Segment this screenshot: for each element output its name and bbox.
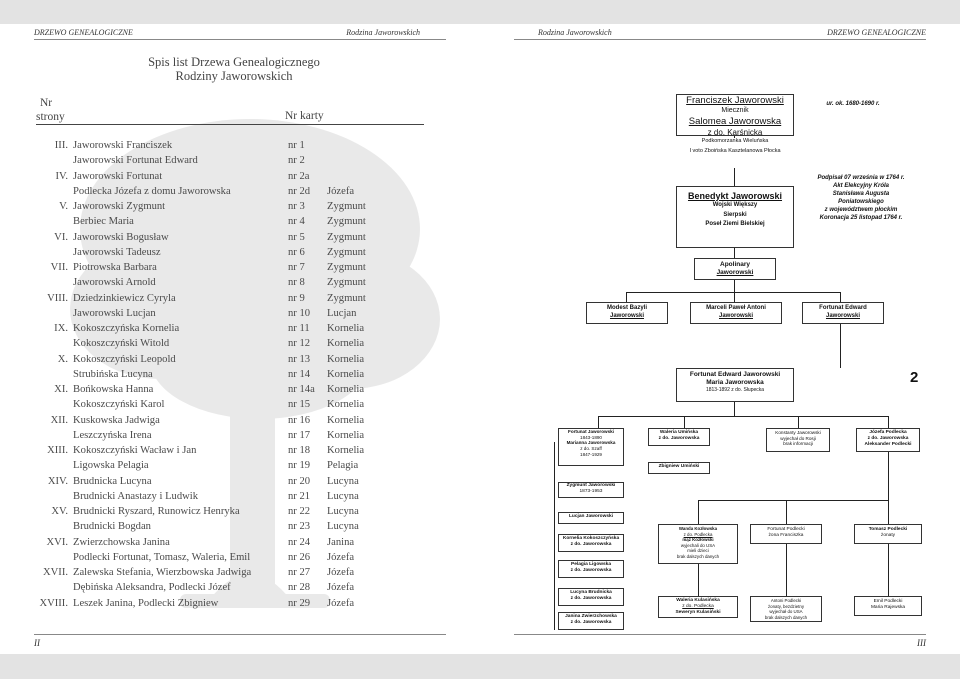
person-name: Zygmunt Jaworowski [566,483,616,488]
person-spouse: Maria Jaworowska [706,379,764,387]
row-card: nr 29 [288,597,311,609]
row-name: Jaworowski Lucjan [73,307,156,319]
person-spouse: Maria Rajewska [870,604,906,610]
person-name: Waleria Umińska [659,430,699,435]
person-franciszek [676,94,794,136]
person-maiden: z do. Jaworowska [570,595,612,601]
row-name: Brudnicki Anastazy i Ludwik [73,490,199,502]
person-waleria-kulasinska [658,596,738,618]
person-name: Waleria Kulasińska [676,598,720,603]
person-marceli [690,302,782,324]
list-item [0,231,480,245]
person-maiden: z do. Jaworowska [570,541,612,547]
person-line: mieli dzieci [687,548,709,553]
person-name: Pelagia Ligowska [571,562,611,567]
row-number: XI. [54,384,68,395]
col-header-strony: strony [36,111,65,123]
list-item [0,307,480,321]
col-header-nr: Nr [40,97,53,109]
connector [734,280,735,292]
row-card: nr 6 [288,246,305,258]
row-kind: Kornelia [327,323,365,334]
running-header-right-outer: DRZEWO GENEALOGICZNE [827,28,926,37]
row-kind: Zygmunt [327,201,366,212]
person-dates: 1847-1929 [580,451,602,457]
list-title-line1: Spis list Drzewa Genealogicznego [148,55,320,69]
person-line: żonaty, bezdzietny [767,603,805,609]
person-fortunat-jaworowski [558,428,624,466]
person-name: Antoni Podlecki [770,598,802,603]
person-konstanty [766,428,830,452]
list-item [0,551,480,565]
connector [698,500,888,501]
row-card: nr 24 [288,536,311,548]
person-line: wyjechali do USA [680,542,716,548]
row-kind: Kornelia [327,353,365,365]
row-card: nr 3 [288,201,305,212]
person-maiden: z do. Szaff [580,446,602,452]
person-spouse: żona Franciszka [768,532,804,538]
row-name: Jaworowski Tadeusz [73,246,161,258]
person-spouse: Aleksander Podlecki [864,441,912,447]
person-fortunat-edward-2 [676,368,794,402]
row-name: Kuskowska Jadwiga [73,414,160,426]
person-benedykt [676,186,794,248]
person-maiden: z do. Podlecka [683,531,713,537]
row-kind: Józefa [327,551,355,563]
running-header-left-outer: DRZEWO GENEALOGICZNE [34,28,133,37]
person-janina [558,612,624,630]
footer-rule [34,634,446,635]
person-lucjan [558,512,624,524]
person-pelagia [558,560,624,578]
connector [626,292,840,293]
list-item [0,185,480,199]
person-name: Fortunat Jaworowski [568,429,614,434]
person-wanda [658,524,738,564]
row-kind: Lucyna [327,490,359,502]
person-line: brak informacji [783,441,813,447]
person-fortunat-podlecki [750,524,822,544]
row-name: Zalewska Stefania, Wierzbowska Jadwiga [73,567,252,578]
row-kind: Kornelia [327,414,365,426]
person-name: Jaworowski [609,312,644,319]
row-card: nr 13 [288,353,311,365]
row-name: Berbiec Maria [73,216,134,228]
person-spouse: Salomea Jaworowska [688,115,782,127]
list-item [0,505,480,519]
list-item [0,581,480,595]
connector [840,292,841,302]
person-name: Franciszek Jaworowski [686,95,784,106]
row-number: XV. [51,506,68,517]
connector [734,402,735,416]
list-item [0,414,480,428]
list-item [0,597,480,611]
person-spouse: Seweryn Kulasiński [675,609,721,615]
person-line: wyjechał do Rosji [780,435,816,441]
page-number-left: II [34,638,40,648]
row-card: nr 27 [288,567,311,578]
row-kind: Józefa [327,597,355,609]
person-name: Lucyna Brudnicka [570,590,612,595]
row-card: nr 5 [288,231,305,243]
person-name: Emil Podlecki [873,599,903,604]
note-line: Akt Elekcyjny Króla [832,183,890,189]
running-header-left-inner: Rodzina Jaworowskich [346,28,420,37]
row-card: nr 12 [288,338,311,350]
row-name: Brudnicka Lucyna [73,475,152,487]
row-name: Ligowska Pelagia [73,460,149,472]
row-kind: Józefa [327,582,355,594]
row-name: Kokoszczyńska Kornelia [73,323,180,334]
row-card: nr 9 [288,292,305,304]
row-card: nr 21 [288,490,311,502]
list-title-line2: Rodziny Jaworowskich [175,69,293,83]
row-card: nr 23 [288,521,311,533]
list-item [0,475,480,489]
list-item [0,322,480,336]
list-item [0,154,480,168]
connector [598,416,599,428]
person-line: Sierpski [723,211,747,218]
person-maiden: z do. Jaworowska [658,435,700,441]
person-maiden: z do. Jaworowska [867,435,909,441]
row-name: Jaworowski Zygmunt [73,201,166,212]
row-name: Leszek Janina, Podlecki Zbigniew [73,597,219,609]
row-card: nr 10 [288,307,311,319]
running-header-right-inner: Rodzina Jaworowskich [538,28,612,37]
row-card: nr 18 [288,445,311,456]
footer-rule-right [514,634,926,635]
note-line: Poniatowskiego [838,199,884,205]
person-maiden: z do. Karśnicka [707,127,763,137]
row-name: Kokoszczyński Wacław i Jan [73,445,197,456]
header-rule [34,39,446,40]
person-name: Zbigniew Umiński [658,464,700,469]
row-name: Leszczyńska Irena [73,429,152,441]
person-name: Jaworowski [718,312,753,319]
person-name: Apolinary [720,261,750,268]
row-name: Jaworowski Bogusław [73,231,169,243]
person-maiden: z do. Jaworowska [570,567,612,573]
row-name: Brudnicki Ryszard, Runowicz Henryka [73,506,240,517]
person-name: Konstanty Jaworowski [775,430,821,435]
right-page [480,24,960,654]
row-number: XIV. [47,475,68,487]
row-name: Podlecka Józefa z domu Jaworowska [73,185,231,197]
note-line: I voto Zboińska Kasztelanowa Płocka [689,147,781,154]
list-item [0,200,480,214]
person-name: Modest Bazyli [606,305,647,311]
person-lucyna [558,588,624,606]
row-kind: Lucyna [327,475,359,487]
person-apolinary [694,258,776,280]
person-dates: 1843-1890 [580,434,602,440]
connector [888,416,889,428]
connector [626,292,627,302]
row-kind: Kornelia [327,368,365,380]
row-name: Podlecki Fortunat, Tomasz, Waleria, Emil [73,551,251,563]
row-kind: Kornelia [327,384,365,395]
row-name: Kokoszczyński Karol [73,399,165,411]
row-card: nr 14a [288,384,315,395]
person-name: Wanda Kozłowska [678,526,718,531]
person-waleria-uminska [648,428,710,446]
person-tomasz [854,524,922,544]
podpisal-note [802,174,920,222]
row-name: Dziedzinkiewicz Cyryla [73,292,176,304]
row-card: nr 16 [288,414,311,426]
row-card: nr 28 [288,582,311,594]
row-name: Kokoszczyński Witold [73,338,170,350]
dates-note: ur. ok. 1680-1690 r. [826,101,880,107]
row-number: XII. [50,414,68,426]
row-name: Jaworowski Fortunat [73,170,163,182]
row-kind: Kornelia [327,338,365,350]
row-card: nr 15 [288,399,311,411]
row-name: Strubińska Lucyna [73,368,153,380]
row-card: nr 20 [288,475,311,487]
person-spouse: mąż Kozłowski [682,537,714,542]
row-card: nr 14 [288,368,311,380]
left-page [0,24,480,654]
row-kind: Kornelia [327,429,365,441]
row-kind: Józefa [327,185,355,197]
row-kind: Zygmunt [327,277,366,289]
list-item [0,490,480,504]
row-number: XIII. [47,445,68,456]
row-kind: Zygmunt [327,216,366,228]
list-item [0,353,480,367]
connector [840,324,841,368]
person-line: żonaty [880,532,896,538]
person-name: Fortunat Edward Jaworowski [689,371,781,378]
person-name: Janina Zwierzchowska [565,614,617,619]
row-kind: Kornelia [327,399,365,411]
row-name: Kokoszczyński Leopold [73,353,176,365]
header-rule-right [514,39,926,40]
row-card: nr 22 [288,506,311,517]
person-name: Józefa Podlecka [869,430,907,435]
person-emil [854,596,922,616]
person-fortunat-edward-1 [802,302,884,324]
row-kind: Zygmunt [327,246,366,258]
row-name: Bońkowska Hanna [73,384,154,395]
person-name: Marceli Paweł Antoni [706,305,766,311]
list-item [0,398,480,412]
connector [888,452,889,500]
person-modest [586,302,668,324]
row-name: Dębińska Aleksandra, Podlecki Józef [73,582,231,594]
row-number: X. [57,353,68,365]
list-item [0,566,480,580]
list-item [0,276,480,290]
person-name: Lucjan Jaworowski [569,514,613,519]
person-name: Jaworowski [716,269,754,277]
person-dates: 1813-1892 z do. Słupecka [705,387,765,394]
row-card: nr 17 [288,429,311,441]
person-dates: 1873-1953 [579,488,603,494]
list-item [0,337,480,351]
row-kind: Lucyna [327,506,359,517]
person-title: Miecznik [721,106,749,114]
connector [598,416,888,417]
row-number: VII. [50,262,68,273]
row-card: nr 2d [288,185,311,197]
salomea-note [668,138,802,168]
person-maiden: z do. Jaworowska [570,619,612,625]
person-name: Jaworowski [825,312,860,319]
person-name: Benedykt Jaworowski [687,191,783,201]
row-card: nr 7 [288,262,305,273]
row-name: Jaworowski Fortunat Edward [73,155,198,167]
person-jozefa-podlecka [856,428,920,452]
row-kind: Pelagia [327,460,359,472]
list-item [0,170,480,184]
list-item [0,429,480,443]
row-kind: Zygmunt [327,262,366,273]
list-item [0,215,480,229]
person-name: Kornelia Kokoszczyńska [562,536,620,541]
person-antoni [750,596,822,622]
note-line: Podkomorzanka Wieluńska [701,138,769,144]
note-line: Koronacja 25 listopad 1764 r. [819,215,903,221]
person-line: Poseł Ziemi Bielskiej [705,221,765,228]
person-spouse: Marianna Jaworowska [566,440,616,446]
connector [798,416,799,428]
row-kind: Zygmunt [327,292,366,304]
connector [684,416,685,428]
row-kind: Józefa [327,567,355,578]
person-line: brak dalszych danych [676,553,720,559]
note-line: Podpisał 07 września w 1764 r. [817,175,905,181]
row-name: Piotrowska Barbara [73,262,157,273]
row-kind: Kornelia [327,445,365,456]
person-kornelia [558,534,624,552]
header-underline [36,124,424,125]
row-kind: Lucyna [327,521,359,533]
list-item [0,139,480,153]
person-name: Fortunat Edward [819,305,867,311]
connector [786,500,787,596]
row-number: XVIII. [39,597,68,609]
list-item [0,292,480,306]
person-line: brak dalszych danych [764,614,808,620]
col-header-card: Nr karty [285,110,324,122]
list-item [0,444,480,458]
row-number: IV. [55,170,68,182]
person-name: Tomasz Podlecki [868,527,908,532]
page-number-right: III [917,638,926,648]
row-kind: Janina [327,536,355,548]
connector [888,500,889,596]
person-name: Fortunat Podlecki [767,527,805,532]
row-kind: Zygmunt [327,231,366,243]
row-name: Jaworowski Franciszek [73,140,173,151]
row-card: nr 11 [288,323,310,334]
row-kind: Lucjan [327,307,357,319]
list-item [0,520,480,534]
chart-number: 2 [910,369,919,386]
row-number: V. [59,201,68,212]
row-name: Zwierzchowska Janina [73,536,170,548]
row-number: VI. [54,231,68,243]
row-number: III. [54,140,68,151]
person-line: Wojski Większy [712,202,758,209]
row-number: XVII. [42,567,68,578]
row-number: VIII. [47,292,68,304]
list-item [0,536,480,550]
row-card: nr 26 [288,551,311,563]
row-name: Brudnicki Bogdan [73,521,151,533]
list-item [0,383,480,397]
list-item [0,246,480,260]
row-card: nr 2 [288,155,305,167]
list-item [0,261,480,275]
row-card: nr 8 [288,277,305,289]
person-line: wyjechał do USA [769,609,803,614]
row-card: nr 19 [288,460,311,472]
connector [554,442,555,630]
note-line: z województwem płockim [824,207,898,213]
row-card: nr 1 [288,140,305,151]
connector [734,292,735,302]
row-card: nr 4 [288,216,305,228]
note-line: Stanisława Augusta [832,191,890,197]
row-name: Jaworowski Arnold [73,277,156,289]
list-item [0,459,480,473]
person-zygmunt [558,482,624,498]
person-zbigniew-uminski [648,462,710,474]
person-maiden: z do. Podlecka [682,603,714,609]
row-card: nr 2a [288,170,310,182]
row-number: IX. [54,323,68,334]
row-number: XVI. [46,536,68,548]
list-item [0,368,480,382]
